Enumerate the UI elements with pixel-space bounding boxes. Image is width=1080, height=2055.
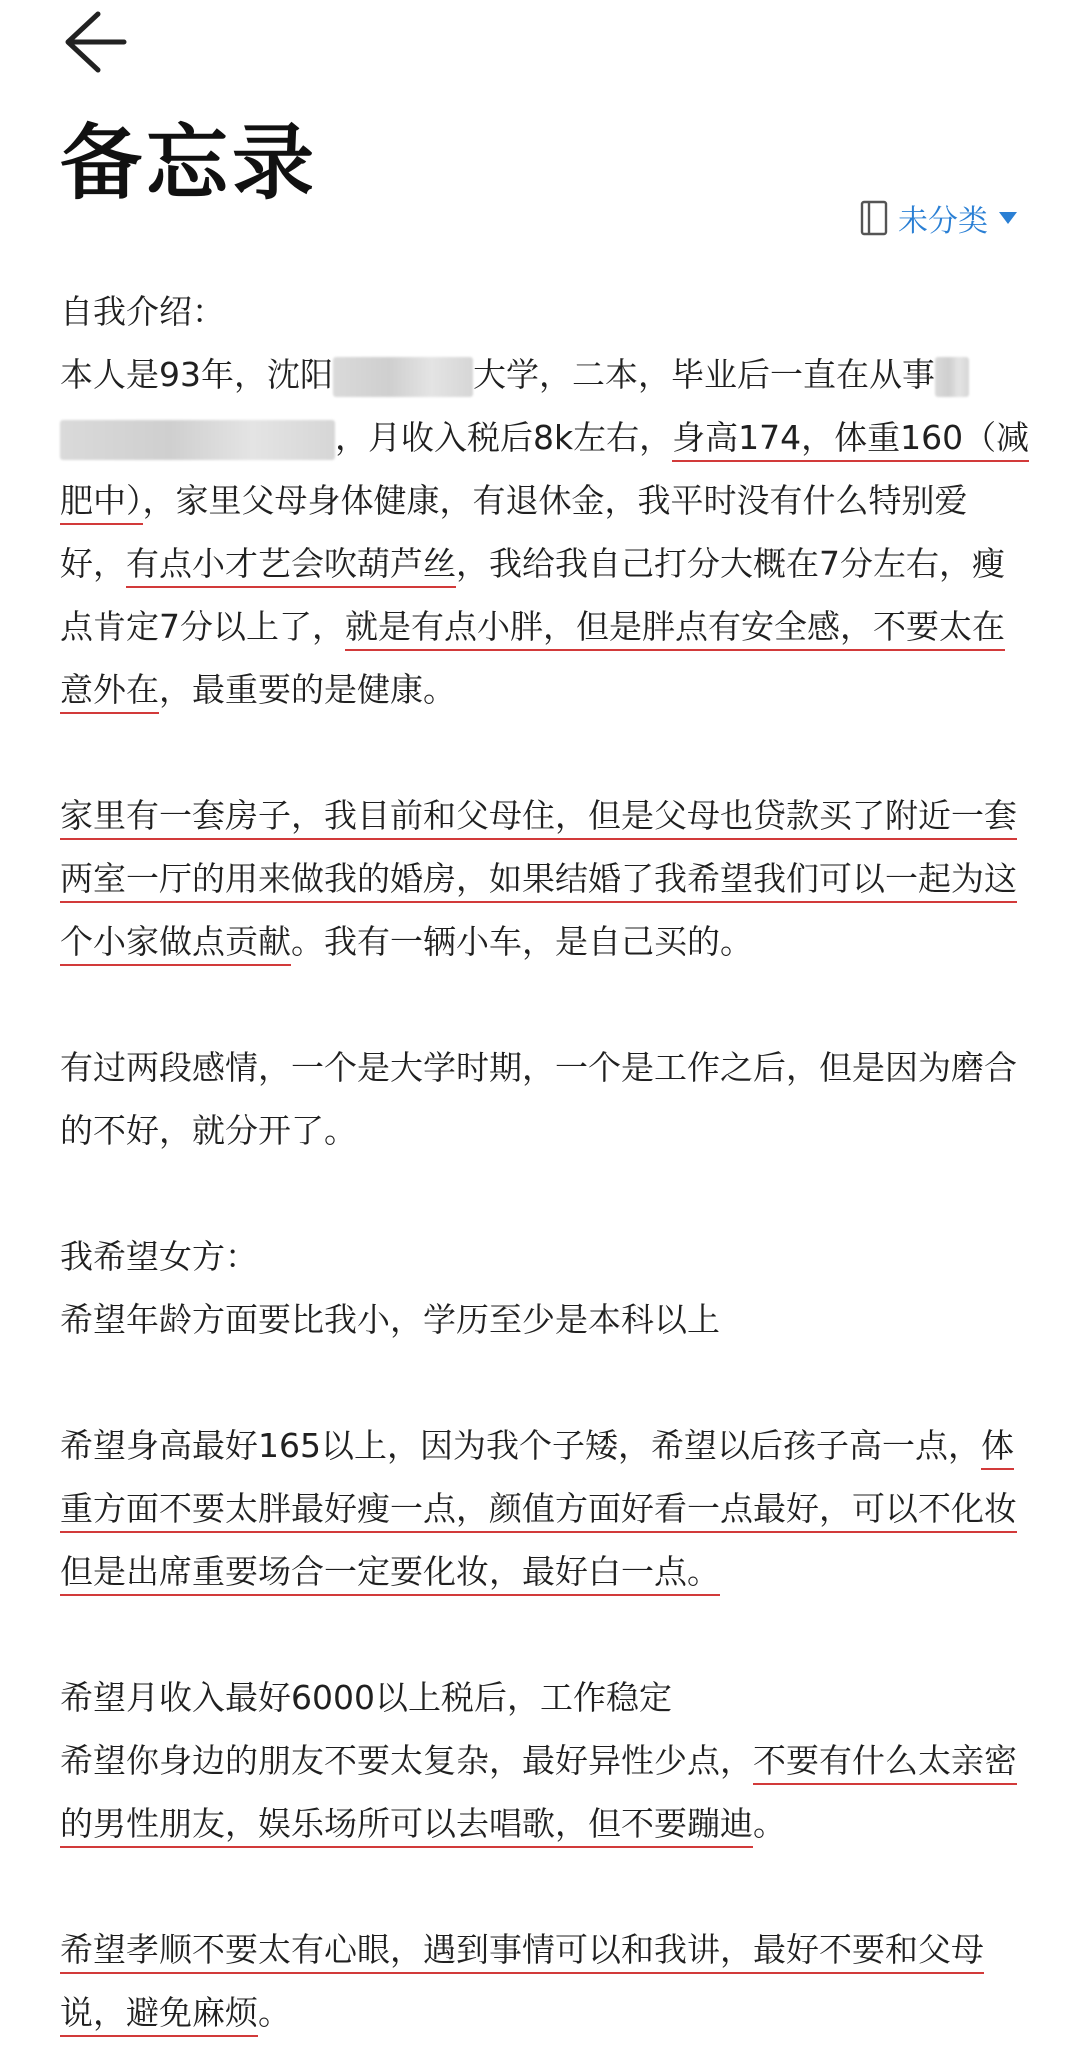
category-selector[interactable] bbox=[860, 196, 1018, 240]
wish-age-education: 希望年龄方面要比我小，学历至少是本科以上 bbox=[60, 1300, 720, 1339]
wish-friends bbox=[60, 1729, 1030, 1855]
wish-income: 希望月收入最好6000以上税后，工作稳定 bbox=[60, 1678, 672, 1717]
caret-down-icon bbox=[998, 211, 1018, 225]
category-label: 未分类 bbox=[898, 204, 988, 239]
wish-filial bbox=[60, 1918, 1030, 2044]
text-run: 。 bbox=[753, 1804, 786, 1843]
arrow-left-icon bbox=[58, 61, 132, 80]
underlined-text: 家里有一套房子，我目前和父母住，但是父母也贷款买了附近一套两室一厅的用来做我的婚房，如果结婚了我希望我们可以一起为这个小家做点贡献 bbox=[60, 796, 1017, 966]
intro-paragraph bbox=[60, 343, 1030, 721]
house-paragraph bbox=[60, 784, 1030, 973]
notebook-icon bbox=[860, 200, 888, 236]
back-button[interactable] bbox=[58, 8, 132, 76]
text-run: ，我给我自己打分大概在7分左右，瘦点肯定7分以上了， bbox=[60, 544, 1005, 646]
text-run: ，家里父母身体健康，有退休金，我平时没有什么特别爱好， bbox=[60, 481, 968, 583]
underlined-text: 不要有什么太亲密的男性朋友，娱乐场所可以去唱歌，但不要蹦迪 bbox=[60, 1741, 1017, 1848]
text-run: 。我有一辆小车，是自己买的。 bbox=[291, 922, 753, 961]
page-title: 备忘录 bbox=[60, 116, 319, 211]
underlined-text: 体重方面不要太胖最好瘦一点，颜值方面好看一点最好，可以不化妆但是出席重要场合一定要化妆，最好白一点。 bbox=[60, 1426, 1017, 1596]
underlined-text: 希望孝顺不要太有心眼，遇到事情可以和我讲，最好不要和父母说，避免麻烦 bbox=[60, 1930, 984, 2037]
text-run: 本人是93年，沈阳 bbox=[60, 355, 333, 394]
redacted-block bbox=[60, 420, 335, 460]
text-run: ，最重要的是健康。 bbox=[159, 670, 456, 709]
underlined-text: 有点小才艺会吹葫芦丝 bbox=[126, 544, 456, 588]
redacted-block bbox=[935, 357, 969, 397]
text-run: 希望身高最好165以上，因为我个子矮，希望以后孩子高一点， bbox=[60, 1426, 981, 1465]
underlined-text: 身高174，体重160（减肥中） bbox=[60, 418, 1029, 525]
text-run: ，月收入税后8k左右， bbox=[335, 418, 673, 457]
note-body[interactable] bbox=[60, 280, 1030, 2044]
text-run: 。 bbox=[258, 1993, 291, 2032]
text-run: 希望你身边的朋友不要太复杂，最好异性少点， bbox=[60, 1741, 753, 1780]
underlined-text: 就是有点小胖，但是胖点有安全感，不要太在意外在 bbox=[60, 607, 1005, 714]
intro-heading: 自我介绍： bbox=[60, 292, 225, 331]
redacted-block bbox=[333, 357, 473, 397]
relationship-paragraph: 有过两段感情，一个是大学时期，一个是工作之后，但是因为磨合的不好，就分开了。 bbox=[60, 1048, 1017, 1150]
wish-appearance bbox=[60, 1414, 1030, 1603]
wish-heading: 我希望女方： bbox=[60, 1237, 258, 1276]
text-run: 大学，二本，毕业后一直在从事 bbox=[473, 355, 935, 394]
